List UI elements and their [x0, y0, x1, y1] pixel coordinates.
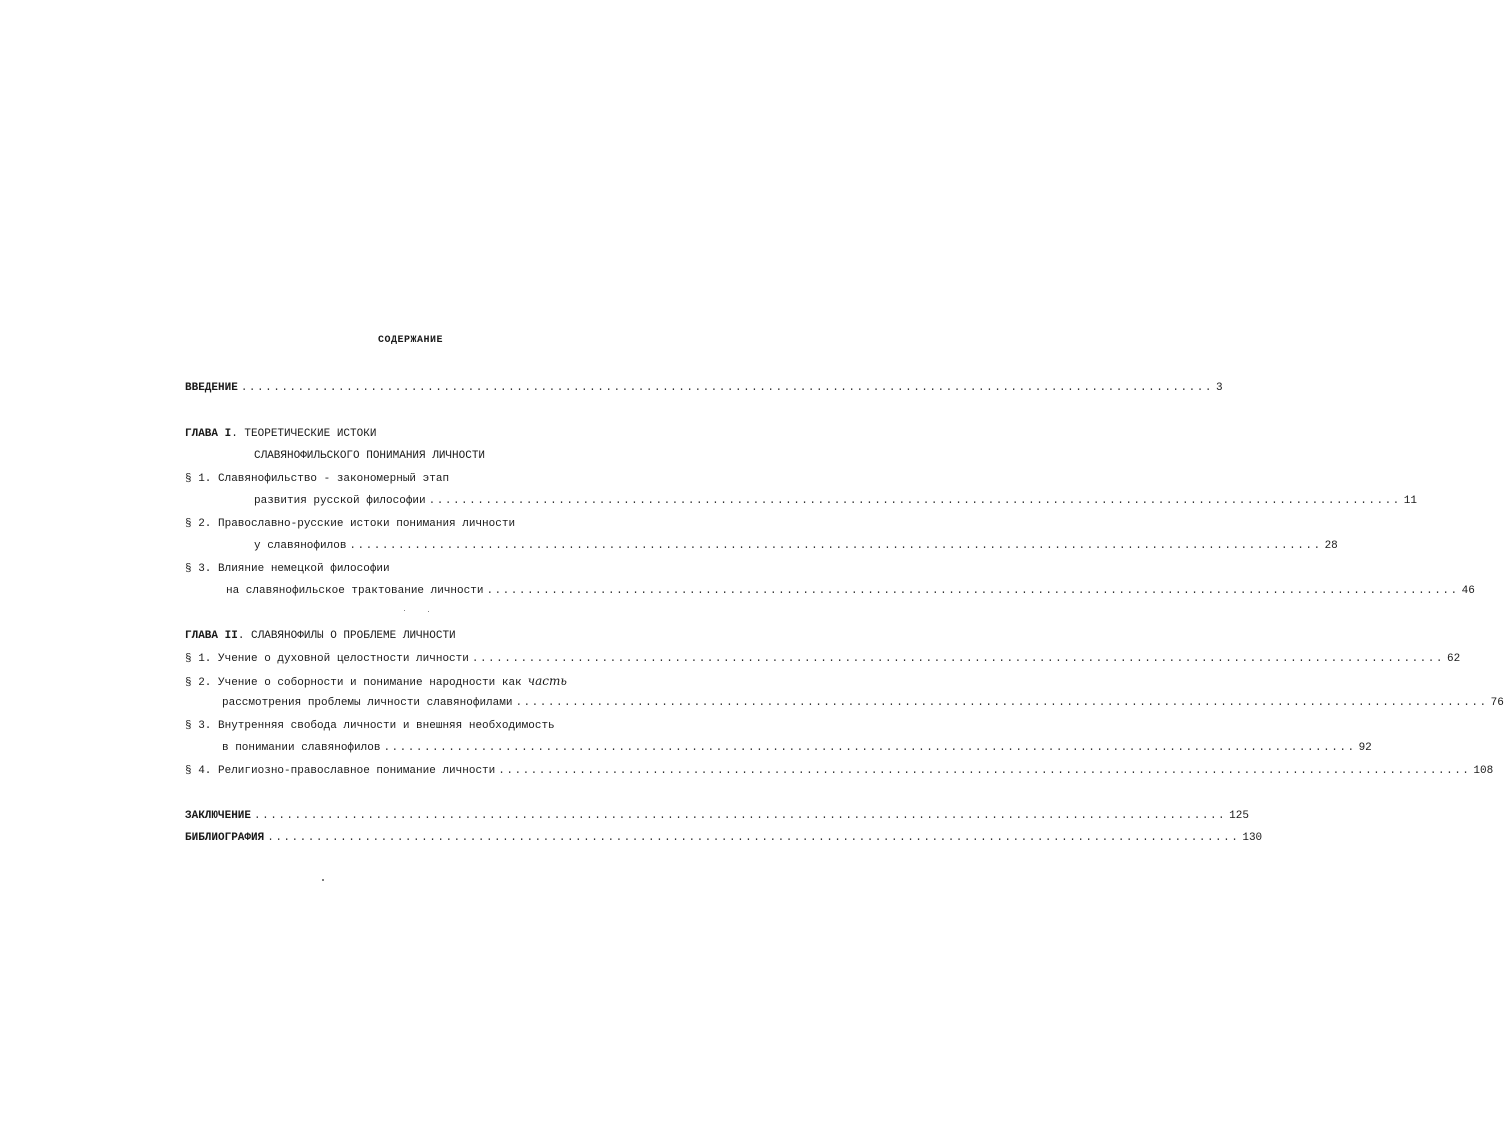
dot-leader: ........................................................................................................................ — [240, 382, 1213, 394]
chapter-2-heading — [185, 628, 456, 644]
toc-entry-2-3-line1 — [185, 718, 555, 734]
dot-leader: ........................................................................................................................ — [428, 495, 1401, 507]
toc-entry-2-2-line1 — [185, 673, 567, 689]
page-number: 92 — [1358, 742, 1372, 754]
toc-entry-2-3 — [222, 740, 1372, 756]
dot-leader: ........................................................................................................................ — [471, 653, 1444, 665]
toc-entry-1-3-line1 — [185, 561, 390, 577]
chapter-title: . ТЕОРЕТИЧЕСКИЕ ИСТОКИ — [231, 428, 377, 440]
section-title-cont: на славянофильское трактование личности — [226, 585, 484, 597]
chapter-label: ГЛАВА II — [185, 630, 238, 642]
dot-leader: ........................................................................................................................ — [498, 765, 1471, 777]
dot-leader: ........................................................................................................................ — [486, 585, 1459, 597]
toc-entry-1-1 — [254, 493, 1417, 509]
chapter-title: . СЛАВЯНОФИЛЫ О ПРОБЛЕМЕ ЛИЧНОСТИ — [237, 630, 456, 642]
toc-entry-2-4 — [185, 763, 1494, 779]
chapter-1-heading — [185, 426, 376, 442]
section-title: § 3. Влияние немецкой философии — [185, 563, 390, 575]
page-number: 130 — [1242, 832, 1263, 844]
toc-entry-introduction — [185, 380, 1223, 396]
chapter-label: ГЛАВА I — [185, 428, 232, 440]
section-title: § 2. Учение о соборности и понимание народности как — [185, 677, 522, 689]
section-title-cont: развития русской философии — [254, 495, 426, 507]
page-number: 76 — [1490, 697, 1504, 709]
dot-leader: ........................................................................................................................ — [383, 742, 1356, 754]
page-number: 46 — [1461, 585, 1475, 597]
scan-speck — [428, 611, 429, 612]
chapter-title-cont: СЛАВЯНОФИЛЬСКОГО ПОНИМАНИЯ ЛИЧНОСТИ — [254, 450, 486, 462]
section-title: § 4. Религиозно-православное понимание личности — [185, 765, 496, 777]
page-number: 28 — [1324, 540, 1338, 552]
toc-entry-conclusion — [185, 808, 1249, 824]
dot-leader: ........................................................................................................................ — [254, 810, 1227, 822]
scan-speck — [404, 610, 405, 611]
section-title-cont: у славянофилов — [254, 540, 347, 552]
toc-entry-bibliography — [185, 830, 1263, 846]
toc-title: СОДЕРЖАНИЕ — [378, 335, 444, 346]
page-number: 11 — [1403, 495, 1417, 507]
section-title: § 1. Учение о духовной целостности личности — [185, 653, 469, 665]
dot-leader: ........................................................................................................................ — [267, 832, 1240, 844]
toc-entry-1-3 — [226, 583, 1475, 599]
toc-entry-1-2-line1 — [185, 516, 515, 532]
section-title: § 2. Православно-русские истоки понимания личности — [185, 518, 516, 530]
page-number: 108 — [1473, 765, 1494, 777]
section-title-cont: рассмотрения проблемы личности славянофилами — [222, 697, 513, 709]
entry-label: ЗАКЛЮЧЕНИЕ — [185, 810, 252, 822]
entry-label: ВВЕДЕНИЕ — [185, 382, 238, 394]
page-number: 125 — [1229, 810, 1249, 822]
section-title-cont: в понимании славянофилов — [222, 742, 381, 754]
dot-leader: ........................................................................................................................ — [515, 697, 1488, 709]
toc-entry-2-2 — [222, 695, 1504, 711]
dot-leader: ........................................................................................................................ — [349, 540, 1322, 552]
section-title: § 1. Славянофильство - закономерный этап — [185, 473, 450, 485]
page-number: 3 — [1215, 382, 1223, 394]
entry-label: БИБЛИОГРАФИЯ — [185, 832, 265, 844]
page-number: 62 — [1447, 653, 1461, 665]
scan-speck — [322, 879, 324, 881]
toc-entry-2-1 — [185, 651, 1461, 667]
section-title: § 3. Внутренняя свобода личности и внешняя необходимость — [185, 720, 555, 732]
toc-entry-1-1-line1 — [185, 471, 449, 487]
chapter-1-heading-cont — [254, 448, 485, 464]
handwritten-correction: часть — [527, 674, 567, 688]
toc-entry-1-2 — [254, 538, 1338, 554]
